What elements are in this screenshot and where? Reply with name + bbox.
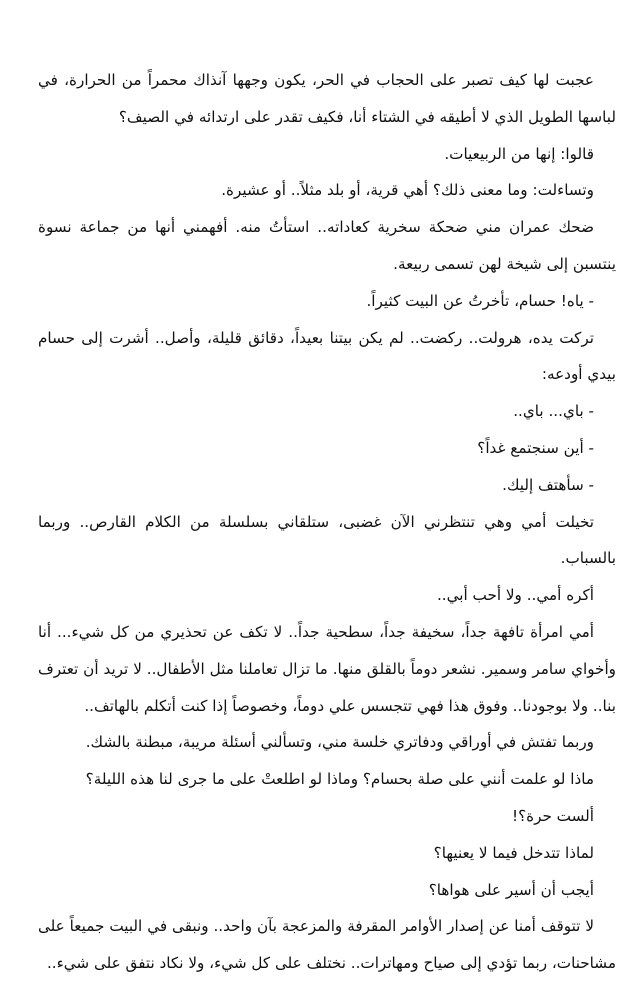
- paragraph: تخيلت أمي وهي تنتظرني الآن غضبى، ستلقاني بسلسلة من الكلام القارص.. وربما بالسباب.: [38, 512, 616, 568]
- paragraph: أكره أمي.. ولا أحب أبي..: [436, 586, 594, 605]
- paragraph: لا تتوقف أمنا عن إصدار الأوامر المقرفة والمزعجة بآن واحد.. ونبقى في البيت جميعاً على مشاحنات، ربما تؤدي إلى صياح ومهاترات.. نختلف على كل شيء، ولا نكاد نتفق على شيء..: [38, 917, 616, 973]
- paragraph: ألست حرة؟!: [511, 806, 594, 825]
- paragraph: ماذا لو علمت أنني على صلة بحسام؟ وماذا لو اطلعتْ على ما جرى لنا هذه الليلة؟: [85, 770, 594, 789]
- paragraph: ضحك عمران مني ضحكة سخرية كعاداته.. استأتُ منه. أفهمني أنها من جماعة نسوة ينتسبن إلى شيخة لهن تسمى ربيعة.: [38, 218, 616, 273]
- dialogue-line: - باي... باي..: [513, 402, 594, 421]
- paragraph: أيجب أن أسير على هواها؟: [428, 880, 594, 899]
- dialogue-line: - سأهتف إليك.: [502, 475, 594, 494]
- dialogue-line: - أين سنجتمع غداً؟: [477, 438, 594, 457]
- paragraph: تركت يده، هرولت.. ركضت.. لم يكن بيتنا بعيداً، دقائق قليلة، وأصل.. أشرت إلى حسام بيدي أودعه:: [38, 328, 616, 384]
- paragraph: وتساءلت: وما معنى ذلك؟ أهي قرية، أو بلد مثلاً.. أو عشيرة.: [221, 181, 594, 200]
- paragraph: أمي امرأة تافهة جداً، سخيفة جداً، سطحية جداً.. لا تكف عن تحذيري من كل شيء... أنا وأخواي سامر وسمير. نشعر دوماً بالقلق منها. ما تزال تعاملنا مثل الأطفال.. لا تريد أن تعترف بنا.. ولا بوجودنا.. وفوق هذا فهي تتجسس علي دوماً، وخصوصاً إذا كنت أتكلم بالهاتف..: [38, 622, 616, 715]
- dialogue-line: - ياه! حسام، تأخرتُ عن البيت كثيراً.: [366, 291, 594, 310]
- paragraph: وربما تفتش في أوراقي ودفاتري خلسة مني، وتسألني أسئلة مريبة، مبطنة بالشك.: [85, 733, 594, 752]
- document-page: [38, 62, 616, 982]
- paragraph: قالوا: إنها من الربيعيات.: [444, 144, 594, 163]
- paragraph: لماذا تتدخل فيما لا يعنيها؟: [433, 843, 594, 862]
- paragraph: عجبت لها كيف تصبر على الحجاب في الحر، يكون وجهها آنذاك محمراً من الحرارة، في لباسها الطويل الذي لا أطيقه في الشتاء أنا، فكيف تقدر على ارتدائه في الصيف؟: [38, 71, 616, 126]
